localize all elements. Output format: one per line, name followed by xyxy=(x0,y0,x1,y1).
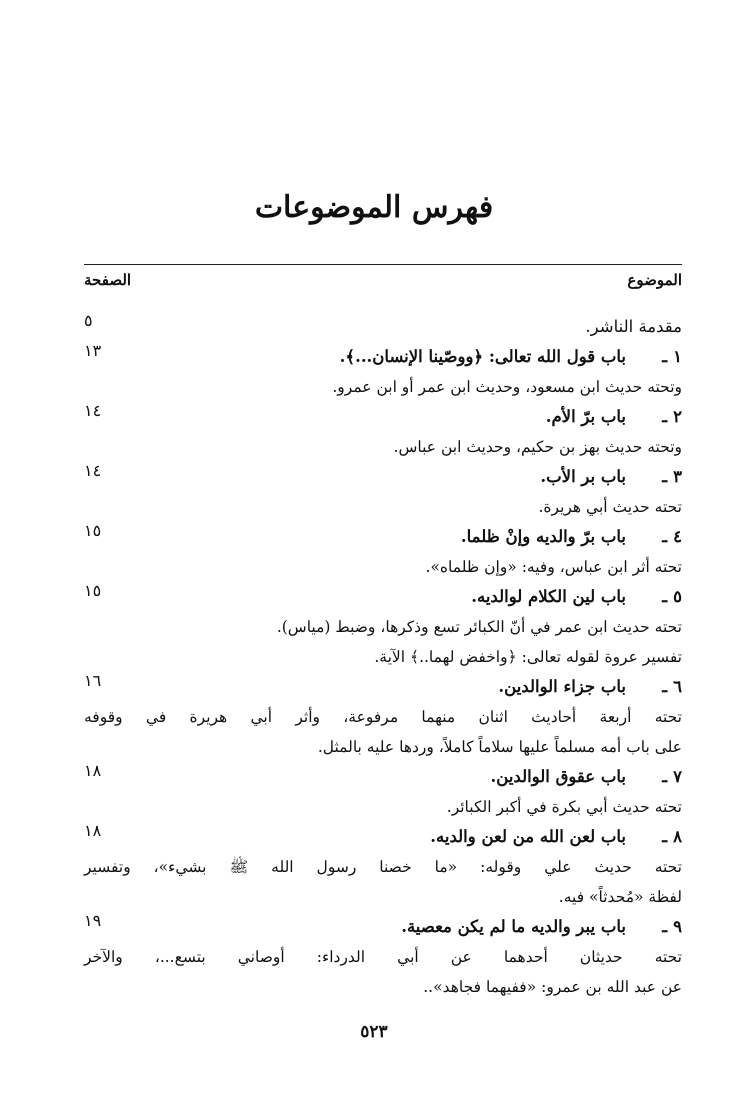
entry-description: وتحته حديث ابن مسعود، وحديث ابن عمر أو ابن عمرو. xyxy=(332,378,682,396)
index-entry xyxy=(84,462,682,492)
intro-page-number: ٥ xyxy=(84,311,93,330)
entry-number: ٦ـ xyxy=(662,677,682,696)
entry-title: باب عقوق الوالدين. xyxy=(490,767,626,786)
entry-page-number: ١٦ xyxy=(84,671,102,690)
index-entry xyxy=(84,912,682,942)
entry-number: ١ـ xyxy=(662,347,682,366)
header-rule xyxy=(84,264,682,265)
entry-title: باب لين الكلام لوالديه. xyxy=(471,587,626,606)
entry-description: وتحته حديث بهز بن حكيم، وحديث ابن عباس. xyxy=(393,438,682,456)
entry-page-number: ١٩ xyxy=(84,911,102,930)
entry-title: باب لعن الله من لعن والديه. xyxy=(430,827,626,846)
entry-description: تحته حديث ابن عمر في أنّ الكبائر تسع وذكرها، وضبط (مياس). xyxy=(276,618,682,636)
entry-description: تحته حديث أبي هريرة. xyxy=(538,498,682,516)
page-folio: ٥٢٣ xyxy=(360,1022,388,1042)
entry-description: تحته حديث علي وقوله: «ما خصنا رسول الله ﷺ بشيء»، وتفسير xyxy=(84,858,682,876)
entry-description: تحته أربعة أحاديث اثنان منهما مرفوعة، وأثر أبي هريرة في وقوفه xyxy=(84,708,682,726)
entry-description: على باب أمه مسلماً عليها سلاماً كاملاً، وردها عليه بالمثل. xyxy=(317,738,682,756)
entry-description: تحته حديث أبي بكرة في أكبر الكبائر. xyxy=(446,798,682,816)
entry-description: تحته حديثان أحدهما عن أبي الدرداء: أوصاني بتسع...، والآخر xyxy=(84,948,682,966)
entry-description: تحته أثر ابن عباس، وفيه: «وإن ظلماه». xyxy=(425,558,682,576)
entry-page-number: ١٥ xyxy=(84,581,102,600)
entry-number: ٥ـ xyxy=(662,587,682,606)
entry-page-number: ١٥ xyxy=(84,521,102,540)
entry-page-number: ١٨ xyxy=(84,761,102,780)
entry-page-number: ١٤ xyxy=(84,461,102,480)
intro-title: مقدمة الناشر. xyxy=(585,317,682,336)
entry-description: لفظة «مُحدثاً» فيه. xyxy=(558,888,682,906)
entry-page-number: ١٤ xyxy=(84,401,102,420)
entry-page-number: ١٣ xyxy=(84,341,102,360)
subject-column-header: الموضوع xyxy=(627,271,682,289)
entry-description: عن عبد الله بن عمرو: «ففيهما فجاهد».. xyxy=(423,978,682,996)
index-entry xyxy=(84,522,682,552)
index-entry xyxy=(84,402,682,432)
index-entry xyxy=(84,822,682,852)
index-entry xyxy=(84,342,682,372)
index-entry xyxy=(84,582,682,612)
entry-number: ٩ـ xyxy=(662,917,682,936)
index-entry xyxy=(84,672,682,702)
entry-number: ٤ـ xyxy=(662,527,682,546)
entry-number: ٨ـ xyxy=(662,827,682,846)
entry-title: باب قول الله تعالى: ﴿ووصّينا الإنسان...﴾. xyxy=(339,347,626,366)
entry-number: ٧ـ xyxy=(662,767,682,786)
page-title: فهرس الموضوعات xyxy=(254,190,494,225)
entry-number: ٢ـ xyxy=(662,407,682,426)
index-entries xyxy=(84,312,682,1002)
entry-title: باب جزاء الوالدين. xyxy=(498,677,626,696)
intro-entry xyxy=(84,312,682,342)
page-column-header: الصفحة xyxy=(84,271,132,289)
entry-title: باب برّ والديه وإنْ ظلما. xyxy=(460,527,626,546)
entry-number: ٣ـ xyxy=(662,467,682,486)
entry-title: باب يبر والديه ما لم يكن معصية. xyxy=(401,917,626,936)
entry-page-number: ١٨ xyxy=(84,821,102,840)
entry-title: باب بر الأب. xyxy=(540,467,626,486)
index-entry xyxy=(84,762,682,792)
entry-description: تفسير عروة لقوله تعالى: ﴿واخفض لهما..﴾ الآية. xyxy=(374,648,682,666)
entry-title: باب برّ الأم. xyxy=(545,407,626,426)
